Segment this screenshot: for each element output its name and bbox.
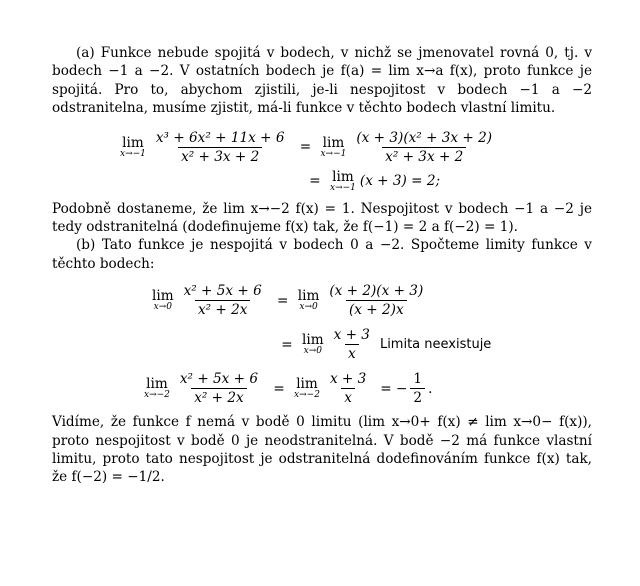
part-b-intro: (b) Tato funkce je nespojitá v bodech 0 a −2. Spočteme limity funkce v těchto bodech: xyxy=(52,237,592,272)
part-b-conclusion: Vidíme, že funkce f nemá v bodě 0 limitu (lim x→0+ f(x) ≠ lim x→0− f(x)), proto nespojitost v bodě 0 je neodstranitelná. V bodě −2 má funkce vlastní limitu, proto tato nespojitost je odstranitelná dodefinováním funkce f(x) tak, že f(−2) = −1/2. xyxy=(52,414,592,486)
equation-2: lim x→0 $\frac{\text{x² + 5x + 6}}{\text{x² + 2x}}$ = lim x→0 $\frac{(x + 2)(x + 3)}{(x + 2)x}$ = lim x→0 $\frac{x + 3}{x}$ Limita neexistuje lim x→−2 $\frac{\text{x² + 5x + 6}}{\text{x² + 2x}}$ = lim x→−2 $\frac{x + 3}{x}$ = − $\frac{1}{2}$ . xyxy=(144,283,492,407)
part-a-intro: (a) Funkce nebude spojitá v bodech, v nichž se jmenovatel rovná 0, tj. v bodech −1 a −2. V ostatních bodech je f(a) = lim x→a f(x), proto funkce je spojitá. Pro to, abychom zjistili, je-li nespojitost v bodech −1 a −2 odstranitelna, musíme zjistit, má-li funkce v těchto bodech vlastní limitu. xyxy=(52,45,592,117)
fraction: $\frac{\text{(x + 3)(x² + 3x + 2)}}{\text{x² + 3x + 2}}$ xyxy=(356,129,493,165)
no-limit-note: Limita neexistuje xyxy=(379,336,492,352)
part-a-after: Podobně dostaneme, že lim x→−2 f(x) = 1. Nespojitost v bodech −1 a −2 je tedy odstranitelná (dodefinujeme f(x) tak, že f(−1) = 2 a f(−2) = 1). xyxy=(52,200,592,236)
equation-1: lim x→−1 $\frac{\text{x³ + 6x² + 11x + 6}}{\text{x² + 3x + 2}}$ = lim x→−1 $\frac{\text{(x + 3)(x² + 3x + 2)}}{\text{x² + 3x + 2}}$ = lim x→−1 (x + 3) = 2; xyxy=(52,118,592,200)
document-body xyxy=(52,44,592,487)
fraction: $\frac{\text{x³ + 6x² + 11x + 6}}{\text{x² + 3x + 2}}$ xyxy=(155,129,285,165)
